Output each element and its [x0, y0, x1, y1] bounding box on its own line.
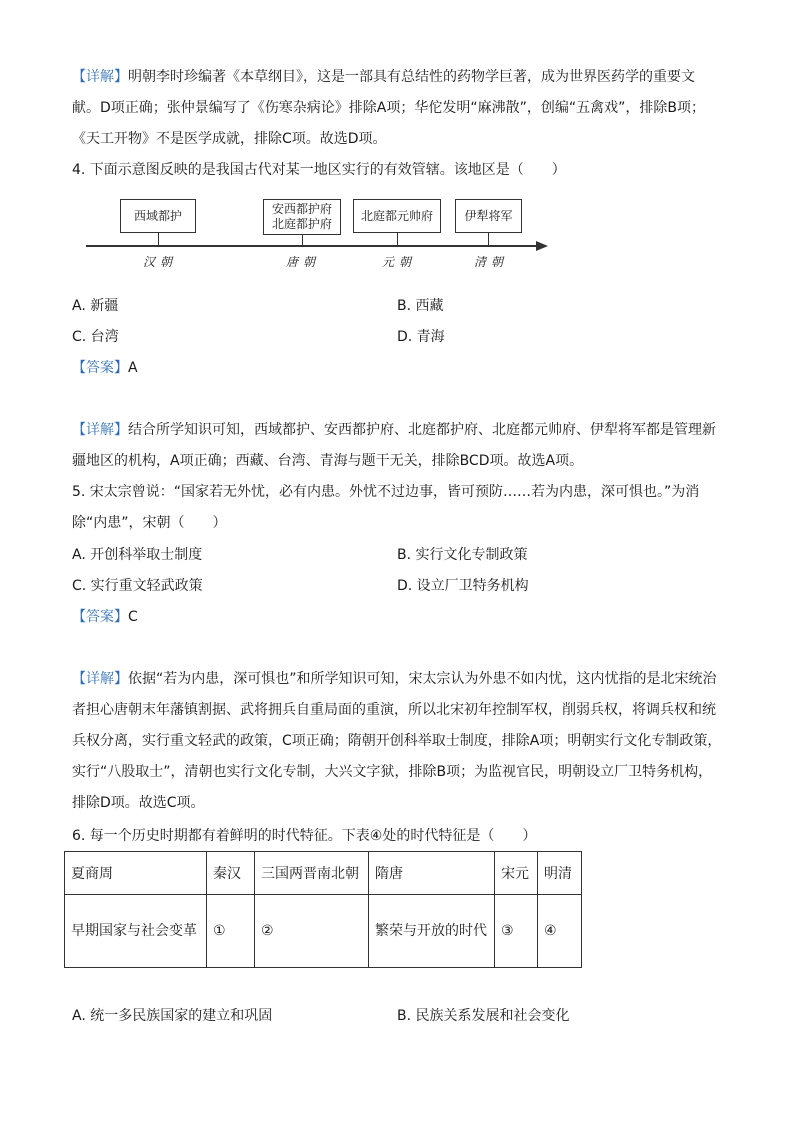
table-header-cell: 夏商周: [65, 852, 207, 895]
explain-paragraph-q4: [72, 415, 722, 477]
timeline-box-text: 北庭都元帅府: [360, 208, 433, 223]
timeline-box-han: [120, 199, 196, 233]
q4-option-c: C. 台湾: [72, 329, 119, 345]
q5-option-b: B. 实行文化专制政策: [397, 547, 528, 563]
explain-tag: 【详解】: [72, 422, 128, 438]
table-cell: ①: [207, 895, 255, 968]
timeline-box-text: 安西都护府: [271, 202, 332, 216]
explain-paragraph-q3: [72, 62, 722, 155]
q4-option-a: A. 新疆: [72, 298, 119, 314]
table-header-cell: 秦汉: [207, 852, 255, 895]
table-header-row: [65, 852, 582, 895]
q5-option-d: D. 设立厂卫特务机构: [397, 578, 529, 594]
table-cell: 早期国家与社会变革: [65, 895, 207, 968]
table-cell: ②: [255, 895, 369, 968]
table-cell: ④: [538, 895, 582, 968]
timeline-label-yuan: 元朝: [382, 255, 417, 269]
table-cell: 繁荣与开放的时代: [369, 895, 495, 968]
question-6-stem: 6. 每一个历史时期都有着鲜明的时代特征。下表④处的时代特征是（ ）: [72, 828, 537, 844]
timeline-connector: [397, 233, 398, 245]
q5-option-c: C. 实行重文轻武政策: [72, 578, 203, 594]
timeline-box-text: 伊犁将军: [464, 208, 513, 223]
timeline-box-tang: [263, 199, 341, 235]
timeline-box-yuan: [353, 199, 441, 233]
q4-option-d: D. 青海: [397, 329, 445, 345]
table-header-cell: 明清: [538, 852, 582, 895]
era-table: [64, 851, 582, 968]
answer-tag: 【答案】: [72, 360, 128, 376]
timeline-axis: [86, 245, 538, 247]
timeline-connector: [488, 233, 489, 245]
timeline-connector: [158, 233, 159, 245]
table-row: [65, 895, 582, 968]
timeline-label-tang: 唐朝: [286, 255, 321, 269]
explain-text: 结合所学知识可知，西域都护、安西都护府、北庭都护府、北庭都元帅府、伊犁将军都是管理新疆地区的机构，A项正确；西藏、台湾、青海与题干无关，排除BCD项。故选A项。: [72, 422, 716, 469]
timeline-label-qing: 清朝: [474, 255, 509, 269]
q5-answer: [72, 607, 138, 627]
question-5-stem: 5. 宋太宗曾说：“国家若无外忧，必有内患。外忧不过边事，皆可预防……若为内患，深可惧也。”为消除“内患”，宋朝（ ）: [72, 484, 700, 531]
timeline-arrow-icon: [536, 241, 548, 251]
q6-option-a: A. 统一多民族国家的建立和巩固: [72, 1008, 273, 1024]
answer-tag: 【答案】: [72, 609, 128, 625]
answer-value: C: [128, 609, 138, 625]
explain-text: 明朝李时珍编著《本草纲目》，这是一部具有总结性的药物学巨著，成为世界医药学的重要文献。D项正确；张仲景编写了《伤寒杂病论》排除A项；华佗发明“麻沸散”，创编“五禽戏”，排除B项；《天工开物》不是医学成就，排除C项。故选D项。: [72, 69, 705, 147]
table-header-cell: 三国两晋南北朝: [255, 852, 369, 895]
explain-paragraph-q5: [72, 664, 722, 819]
explain-text: 依据“若为内患，深可惧也”和所学知识可知，宋太宗认为外患不如内忧，这内忧指的是北宋统治者担心唐朝末年藩镇割据、武将拥兵自重局面的重演，所以北宋初年控制军权，削弱兵权，将调兵权和统兵权分离，实行重文轻武的政策，C项正确；隋朝开创科举取士制度，排除A项；明朝实行文化专制政策，实行“八股取士”，清朝也实行文化专制，大兴文字狱，排除B项；为监视官民，明朝设立厂卫特务机构，排除D项。故选C项。: [72, 671, 722, 811]
timeline-connector: [302, 235, 303, 245]
q4-answer: [72, 358, 138, 378]
table-cell: ③: [495, 895, 538, 968]
answer-value: A: [128, 360, 138, 376]
table-header-cell: 宋元: [495, 852, 538, 895]
timeline-box-text: 北庭都护府: [271, 217, 332, 231]
table-header-cell: 隋唐: [369, 852, 495, 895]
explain-tag: 【详解】: [72, 671, 128, 687]
timeline-box-qing: [455, 199, 522, 233]
explain-tag: 【详解】: [72, 69, 128, 85]
timeline-label-han: 汉朝: [143, 255, 178, 269]
question-4-stem: 4. 下面示意图反映的是我国古代对某一地区实行的有效管辖。该地区是（ ）: [72, 162, 566, 178]
q6-option-b: B. 民族关系发展和社会变化: [397, 1008, 570, 1024]
q5-option-a: A. 开创科举取士制度: [72, 547, 203, 563]
timeline-box-text: 西域都护: [133, 208, 182, 223]
q4-option-b: B. 西藏: [397, 298, 444, 314]
